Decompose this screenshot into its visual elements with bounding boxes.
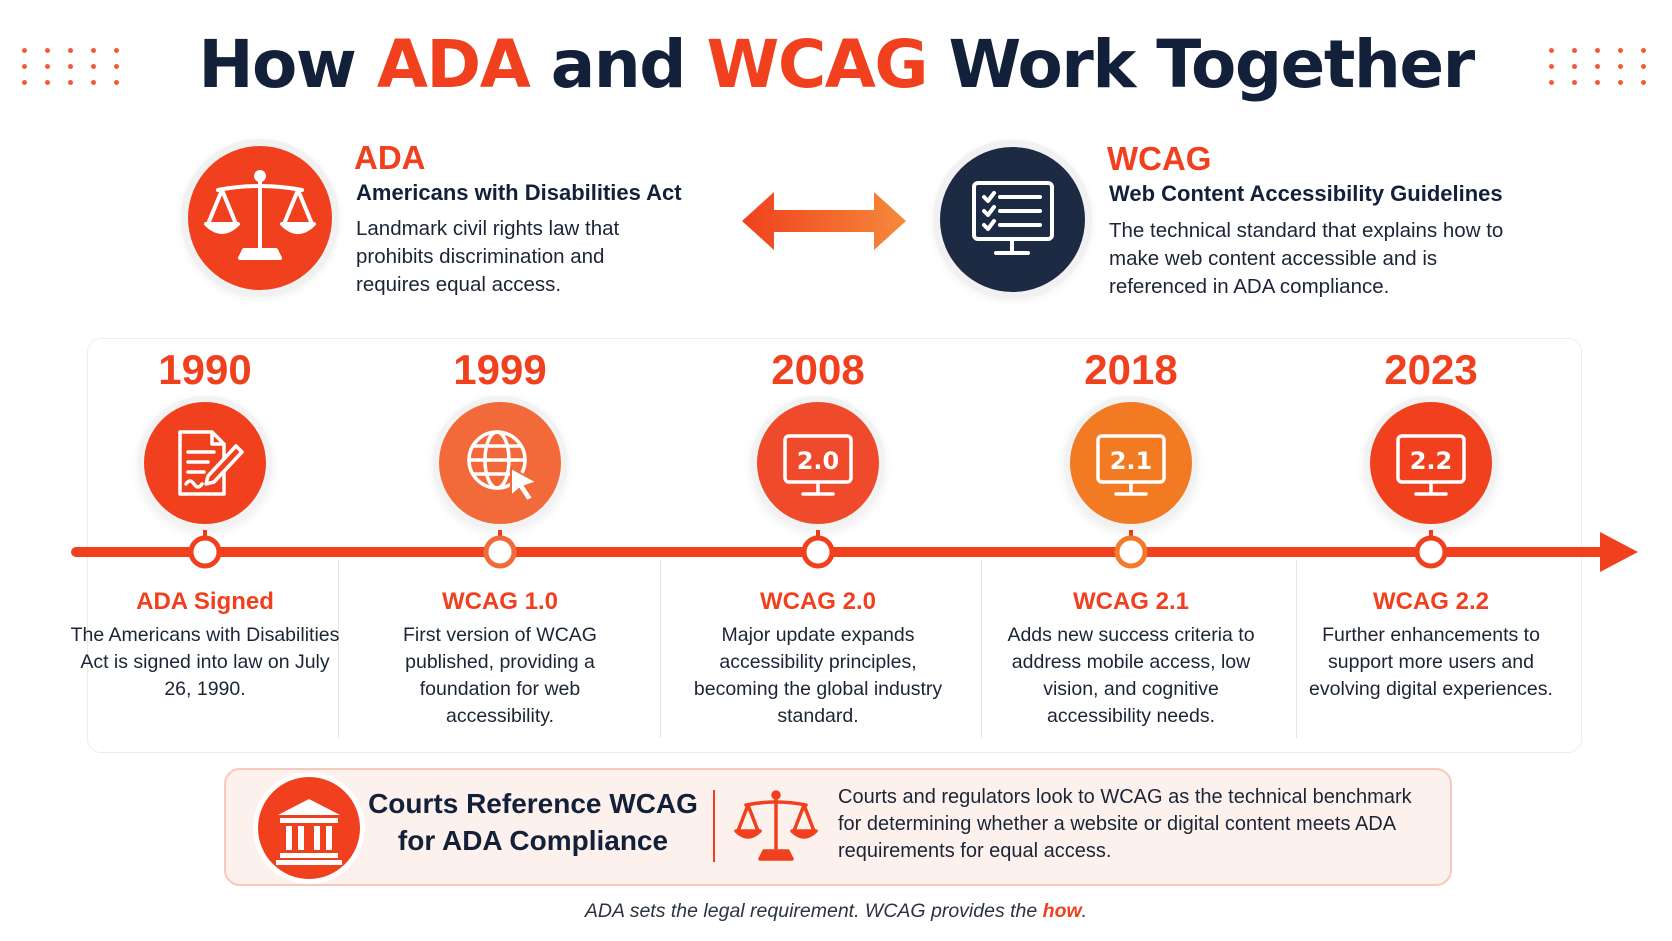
- footer-tagline: ADA sets the legal requirement. WCAG provides the how.: [584, 900, 1088, 922]
- scales-of-justice-icon: [188, 146, 332, 290]
- column-divider: [660, 560, 661, 738]
- milestone-heading: WCAG 2.0: [759, 588, 876, 615]
- milestone-heading: WCAG 1.0: [441, 588, 558, 615]
- milestone-year: 1990: [158, 346, 252, 393]
- milestone-heading: ADA Signed: [136, 588, 274, 615]
- milestone-description: The Americans with Disabilities Act is signed into law on July 26, 1990.: [70, 624, 340, 700]
- courts-description: Courts and regulators look to WCAG as the technical benchmark for determining whether a website or digital content meets ADA requirements for equal access.: [838, 786, 1412, 862]
- version-badge: 2.2: [1409, 447, 1453, 475]
- courthouse-icon: [258, 777, 360, 879]
- ada-title: ADA: [354, 139, 426, 176]
- column-divider: [981, 560, 982, 738]
- title-wcag: WCAG: [706, 26, 928, 103]
- milestone-description: Further enhancements to support more users and evolving digital experiences.: [1309, 624, 1553, 700]
- milestone-description: First version of WCAG published, providing a foundation for web accessibility.: [403, 624, 597, 727]
- wcag-description: The technical standard that explains how to make web content accessible and is referenced in ADA compliance.: [1109, 219, 1504, 298]
- divider: [713, 790, 715, 862]
- milestone-year: 2018: [1084, 346, 1178, 393]
- monitor-icon: [757, 402, 879, 524]
- title-ada: ADA: [376, 26, 530, 103]
- milestone-heading: WCAG 2.1: [1072, 588, 1189, 615]
- scales-of-justice-icon: [734, 785, 818, 865]
- courts-title: Courts Reference WCAG for ADA Compliance: [368, 788, 698, 856]
- wcag-subtitle: Web Content Accessibility Guidelines: [1109, 181, 1503, 206]
- milestone-description: Major update expands accessibility principles, becoming the global industry standard.: [693, 624, 943, 727]
- milestone-description: Adds new success criteria to address mobile access, low vision, and cognitive accessibility needs.: [1007, 624, 1255, 727]
- double-arrow-icon: [742, 190, 906, 252]
- version-badge: 2.0: [796, 447, 840, 475]
- milestone-year: 2023: [1384, 346, 1478, 393]
- version-badge: 2.1: [1109, 447, 1153, 475]
- monitor-icon: [1070, 402, 1192, 524]
- globe-cursor-icon: [439, 402, 561, 524]
- monitor-checklist-icon: [940, 147, 1085, 292]
- page-title: How ADA and WCAG Work Together: [198, 26, 1474, 103]
- milestone-year: 1999: [453, 346, 547, 393]
- tagline-emphasis: how: [1042, 900, 1082, 922]
- ada-description: Landmark civil rights law that prohibits discrimination and requires equal access.: [356, 217, 620, 296]
- milestone-heading: WCAG 2.2: [1372, 588, 1489, 615]
- wcag-title: WCAG: [1107, 140, 1212, 177]
- milestone-year: 2008: [771, 346, 865, 393]
- ada-subtitle: Americans with Disabilities Act: [356, 180, 682, 205]
- monitor-icon: [1370, 402, 1492, 524]
- document-pen-icon: [144, 402, 266, 524]
